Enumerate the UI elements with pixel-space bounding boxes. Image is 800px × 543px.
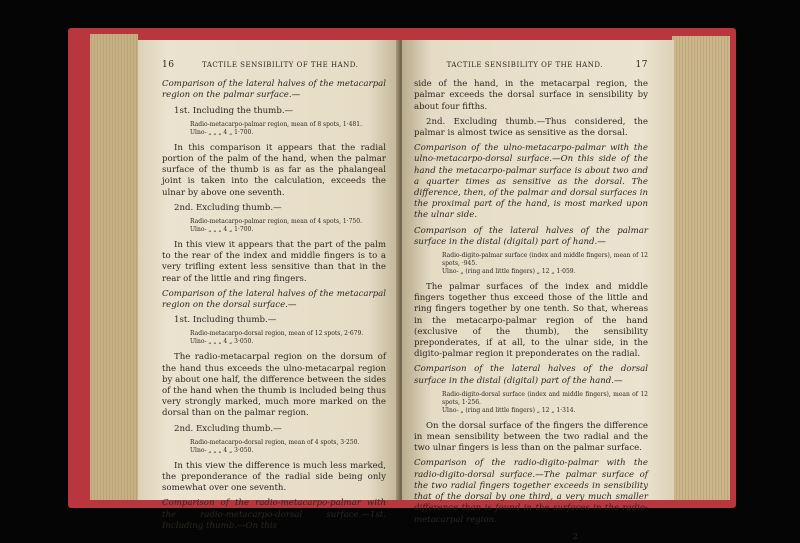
paragraph: side of the hand, in the metacarpal region, the palmar exceeds the dorsal surface in sensibility by about four fifths. bbox=[414, 79, 648, 112]
paragraph: 2nd. Excluding thumb.— bbox=[174, 202, 282, 213]
right-page-body bbox=[414, 79, 648, 526]
data-table-line: Radio-digito-dorsal surface (index and middle fingers), mean of 12 spots, 1·256. Ulno- „ (ring and little fingers) „ 12 „ 1·314. bbox=[442, 390, 648, 414]
signature-mark: 2 bbox=[572, 531, 578, 542]
paragraph: 1st. Including the thumb.— bbox=[174, 105, 294, 116]
section-heading: Comparison of the radio-metacarpo-palmar with the radio-metacarpo-dorsal surface.—1st. Including thumb.—On this bbox=[162, 498, 386, 531]
paragraph: The radio-metacarpal region on the dorsum of the hand thus exceeds the ulno-metacarpal region by about one half, the difference between the sides of the hand when the thumb is included being thus very strongly marked, much more marked on the dorsal than on the palmar region. bbox=[162, 352, 386, 419]
paragraph: On the dorsal surface of the fingers the difference in mean sensibility between the two radial and the two ulnar fingers is less than on the palmar surface. bbox=[414, 420, 648, 454]
paragraph: 2nd. Excluding thumb.— bbox=[174, 423, 282, 434]
paragraph: In this view the difference is much less marked, the preponderance of the radial side being only somewhat over one seventh. bbox=[162, 460, 386, 494]
paragraph: In this view it appears that the part of the palm to the rear of the index and middle fingers is to a very trifling extent less sensitive than that in the rear of the little and ring fingers. bbox=[162, 240, 386, 284]
left-page-edges bbox=[90, 34, 138, 500]
section-heading: Comparison of the lateral halves of the dorsal surface in the distal (digital) part of the hand.— bbox=[414, 364, 648, 386]
left-page-body bbox=[162, 79, 386, 532]
left-page bbox=[138, 40, 400, 531]
right-page-edges bbox=[672, 36, 730, 500]
paragraph: 1st. Including thumb.— bbox=[174, 315, 277, 326]
right-page bbox=[402, 40, 674, 542]
section-heading: Comparison of the radio-digito-palmar with the radio-digito-dorsal surface.—The palmar surface of the two radial fingers together exceeds in sensibility that of the dorsal by one third, a very much smaller difference than is found in the surfaces in the radio-metacarpal region. bbox=[414, 458, 648, 525]
left-running-head bbox=[162, 60, 386, 71]
section-heading: Comparison of the ulno-metacarpo-palmar with the ulno-metacarpo-dorsal surface.—On this side of the hand the metacarpo-palmar surface is about two and a quarter times as sensitive as the dorsal. The difference, then, of the palmar and dorsal surfaces in the proximal part of the hand, is most marked upon the ulnar side. bbox=[414, 143, 648, 221]
data-table-line: Radio-digito-palmar surface (index and middle fingers), mean of 12 spots, ·945. Ulno- „ (ring and little fingers) „ 12 „ 1·059. bbox=[442, 252, 648, 276]
right-running-head bbox=[414, 60, 648, 71]
paragraph: The palmar surfaces of the index and middle fingers together thus exceed those of the little and ring fingers together by one tenth. So that, whereas in the metacarpo-palmar region of the hand (exclusive of the thumb), the sensibility preponderates, if at all, to the ulnar side, in the digito-palmar region it preponderates on the radial. bbox=[414, 282, 648, 360]
section-heading: Comparison of the lateral halves of the metacarpal region on the dorsal surface.— bbox=[162, 288, 386, 311]
section-heading: Comparison of the lateral halves of the palmar surface in the distal (digital) part of hand.— bbox=[414, 225, 648, 247]
page-number: 16 bbox=[162, 60, 175, 70]
section-heading: Comparison of the lateral halves of the metacarpal region on the palmar surface.— bbox=[162, 79, 386, 101]
page-number: 17 bbox=[635, 60, 648, 70]
running-head-title: TACTILE SENSIBILITY OF THE HAND. bbox=[446, 61, 603, 69]
data-table-line: Radio-metacarpo-palmar region, mean of 8 spots, 1·481. Ulno- „ „ „ 4 „ 1·700. bbox=[190, 120, 362, 136]
paragraph: 2nd. Excluding thumb.—Thus considered, the palmar is almost twice as sensitive as the dorsal. bbox=[414, 116, 648, 139]
data-table-line: Radio-metacarpo-dorsal region, mean of 12 spots, 2·679. Ulno- „ „ „ 4 „ 3·050. bbox=[190, 330, 364, 346]
paragraph: In this comparison it appears that the radial portion of the palm of the hand, when the palmar surface of the thumb is as far as the phalangeal joint is taken into the calculation, exceeds the ulnar by above one seventh. bbox=[162, 142, 386, 198]
data-table-line: Radio-metacarpo-dorsal region, mean of 4 spots, 3·250. Ulno- „ „ „ 4 „ 3·050. bbox=[190, 438, 360, 454]
running-head-title: TACTILE SENSIBILITY OF THE HAND. bbox=[202, 61, 359, 69]
data-table-line: Radio-metacarpo-palmar region, mean of 4 spots, 1·750. Ulno- „ „ „ 4 „ 1·700. bbox=[190, 218, 362, 234]
